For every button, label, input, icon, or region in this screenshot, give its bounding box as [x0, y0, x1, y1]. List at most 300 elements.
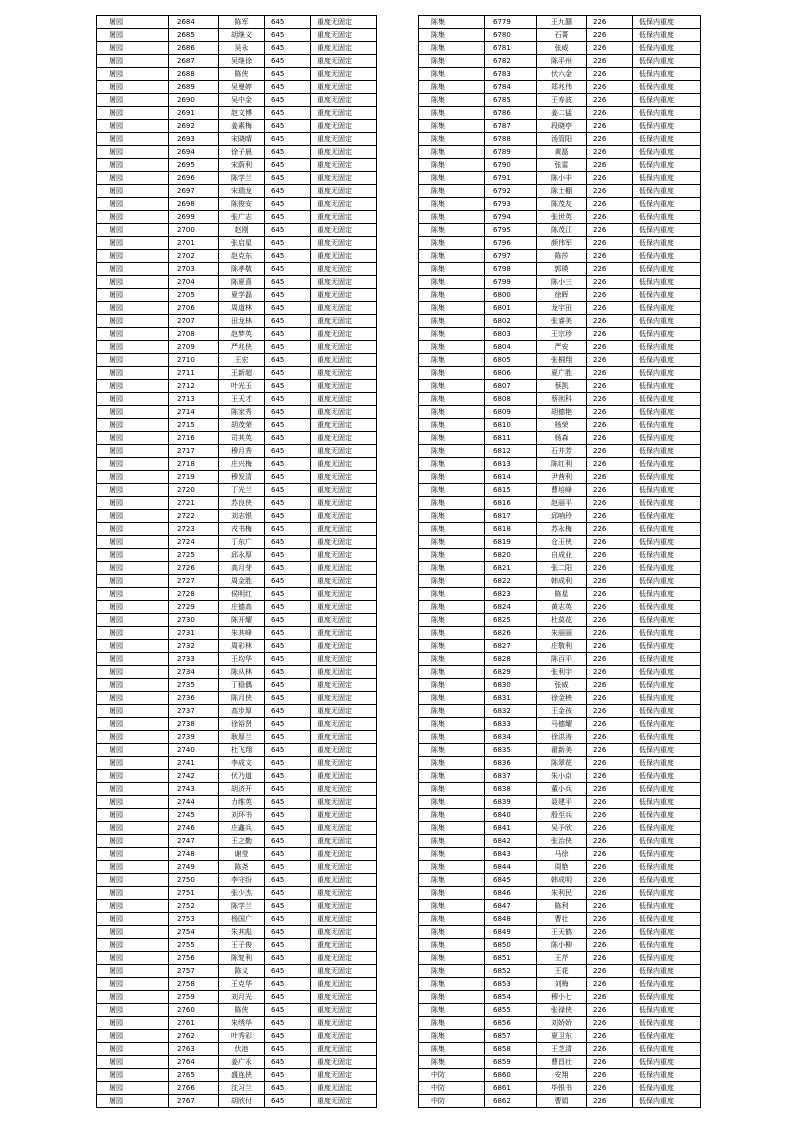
cell-amount: 226 [587, 887, 633, 900]
cell-id: 2705 [169, 289, 219, 302]
cell-amount: 645 [265, 302, 311, 315]
cell-category: 低保内重度 [633, 640, 701, 653]
cell-id: 2697 [169, 185, 219, 198]
cell-id: 2760 [169, 1004, 219, 1017]
cell-id: 2753 [169, 913, 219, 926]
cell-township: 中防 [419, 1082, 485, 1095]
table-row [97, 159, 377, 172]
cell-category: 重度无固定 [311, 315, 377, 328]
cell-category: 重度无固定 [311, 510, 377, 523]
cell-id: 6812 [485, 445, 537, 458]
cell-township: 陈集 [419, 497, 485, 510]
cell-township: 陈集 [419, 965, 485, 978]
table-row [97, 536, 377, 549]
cell-name: 陈学兰 [219, 900, 265, 913]
cell-amount: 226 [587, 614, 633, 627]
cell-amount: 645 [265, 536, 311, 549]
cell-id: 2711 [169, 367, 219, 380]
cell-name: 马德耀 [537, 718, 587, 731]
cell-category: 低保内重度 [633, 653, 701, 666]
cell-id: 6860 [485, 1069, 537, 1082]
cell-amount: 226 [587, 640, 633, 653]
cell-township: 屠园 [97, 107, 169, 120]
cell-category: 低保内重度 [633, 328, 701, 341]
table-row [419, 991, 701, 1004]
cell-township: 屠园 [97, 1004, 169, 1017]
table-row [97, 237, 377, 250]
cell-name: 李守纷 [219, 874, 265, 887]
cell-township: 陈集 [419, 133, 485, 146]
cell-name: 杜飞翔 [219, 744, 265, 757]
right-table-body [419, 16, 701, 1108]
cell-township: 陈集 [419, 744, 485, 757]
cell-name: 汤管阳 [537, 133, 587, 146]
cell-category: 低保内重度 [633, 1017, 701, 1030]
cell-name: 严安 [537, 341, 587, 354]
cell-id: 2741 [169, 757, 219, 770]
cell-category: 重度无固定 [311, 406, 377, 419]
cell-name: 张睿美 [537, 315, 587, 328]
table-row [419, 276, 701, 289]
cell-id: 2761 [169, 1017, 219, 1030]
cell-id: 2765 [169, 1069, 219, 1082]
cell-township: 陈集 [419, 1017, 485, 1030]
cell-id: 6782 [485, 55, 537, 68]
cell-id: 2730 [169, 614, 219, 627]
cell-amount: 226 [587, 120, 633, 133]
cell-township: 陈集 [419, 484, 485, 497]
table-row [97, 822, 377, 835]
cell-township: 陈集 [419, 874, 485, 887]
cell-township: 陈集 [419, 731, 485, 744]
cell-amount: 226 [587, 874, 633, 887]
cell-name: 侯明红 [219, 588, 265, 601]
cell-name: 周艳 [537, 861, 587, 874]
cell-amount: 226 [587, 783, 633, 796]
cell-name: 庄兴梅 [219, 458, 265, 471]
cell-township: 陈集 [419, 432, 485, 445]
cell-category: 低保内重度 [633, 497, 701, 510]
cell-name: 刘环书 [219, 809, 265, 822]
cell-name: 伏六金 [537, 68, 587, 81]
cell-township: 陈集 [419, 718, 485, 731]
cell-category: 低保内重度 [633, 380, 701, 393]
table-row [97, 393, 377, 406]
cell-township: 陈集 [419, 666, 485, 679]
table-row [419, 419, 701, 432]
cell-name: 韩成明 [537, 874, 587, 887]
cell-amount: 645 [265, 367, 311, 380]
cell-id: 6784 [485, 81, 537, 94]
cell-township: 屠园 [97, 861, 169, 874]
cell-amount: 226 [587, 250, 633, 263]
cell-id: 2708 [169, 328, 219, 341]
cell-category: 低保内重度 [633, 835, 701, 848]
cell-amount: 645 [265, 523, 311, 536]
cell-category: 低保内重度 [633, 1043, 701, 1056]
table-row [97, 939, 377, 952]
cell-id: 2728 [169, 588, 219, 601]
cell-township: 陈集 [419, 68, 485, 81]
table-row [97, 887, 377, 900]
cell-category: 低保内重度 [633, 627, 701, 640]
cell-category: 重度无固定 [311, 913, 377, 926]
cell-township: 屠园 [97, 978, 169, 991]
cell-id: 6806 [485, 367, 537, 380]
cell-amount: 645 [265, 666, 311, 679]
cell-township: 屠园 [97, 640, 169, 653]
table-row [419, 588, 701, 601]
table-row [97, 445, 377, 458]
cell-amount: 645 [265, 744, 311, 757]
table-row [97, 601, 377, 614]
cell-id: 2689 [169, 81, 219, 94]
cell-category: 重度无固定 [311, 991, 377, 1004]
cell-name: 夏广胜 [537, 367, 587, 380]
cell-amount: 226 [587, 42, 633, 55]
cell-id: 2687 [169, 55, 219, 68]
cell-amount: 645 [265, 939, 311, 952]
cell-township: 屠园 [97, 809, 169, 822]
cell-category: 低保内重度 [633, 510, 701, 523]
cell-township: 陈集 [419, 640, 485, 653]
cell-name: 黄志英 [537, 601, 587, 614]
cell-township: 屠园 [97, 497, 169, 510]
cell-category: 低保内重度 [633, 107, 701, 120]
cell-amount: 226 [587, 913, 633, 926]
cell-category: 低保内重度 [633, 16, 701, 29]
cell-id: 2754 [169, 926, 219, 939]
cell-township: 屠园 [97, 1082, 169, 1095]
cell-name: 陈平州 [537, 55, 587, 68]
cell-amount: 645 [265, 627, 311, 640]
cell-township: 陈集 [419, 445, 485, 458]
table-row [97, 770, 377, 783]
cell-amount: 645 [265, 250, 311, 263]
cell-name: 丁光兰 [219, 484, 265, 497]
cell-name: 殷至兵 [537, 809, 587, 822]
cell-amount: 645 [265, 42, 311, 55]
table-row [419, 289, 701, 302]
table-row [419, 718, 701, 731]
cell-township: 陈集 [419, 263, 485, 276]
cell-id: 2700 [169, 224, 219, 237]
cell-name: 朱丽丽 [537, 627, 587, 640]
cell-name: 徐晖 [537, 289, 587, 302]
cell-id: 2766 [169, 1082, 219, 1095]
cell-township: 屠园 [97, 770, 169, 783]
table-row [97, 250, 377, 263]
cell-amount: 226 [587, 978, 633, 991]
table-row [97, 510, 377, 523]
cell-category: 重度无固定 [311, 588, 377, 601]
cell-amount: 226 [587, 445, 633, 458]
cell-name: 丁东广 [219, 536, 265, 549]
cell-id: 6856 [485, 1017, 537, 1030]
cell-id: 6795 [485, 224, 537, 237]
cell-township: 陈集 [419, 991, 485, 1004]
cell-category: 低保内重度 [633, 406, 701, 419]
cell-name: 叶光玉 [219, 380, 265, 393]
cell-category: 低保内重度 [633, 848, 701, 861]
cell-amount: 226 [587, 1017, 633, 1030]
cell-id: 2725 [169, 549, 219, 562]
cell-category: 低保内重度 [633, 1095, 701, 1108]
table-row [419, 822, 701, 835]
cell-amount: 645 [265, 159, 311, 172]
cell-amount: 645 [265, 94, 311, 107]
cell-category: 重度无固定 [311, 887, 377, 900]
cell-township: 屠园 [97, 692, 169, 705]
table-row [97, 263, 377, 276]
table-row [97, 1069, 377, 1082]
cell-amount: 645 [265, 315, 311, 328]
cell-amount: 226 [587, 159, 633, 172]
cell-township: 屠园 [97, 250, 169, 263]
cell-amount: 226 [587, 1082, 633, 1095]
cell-name: 力维英 [219, 796, 265, 809]
cell-amount: 645 [265, 380, 311, 393]
cell-name: 韩成利 [537, 575, 587, 588]
cell-township: 陈集 [419, 29, 485, 42]
cell-township: 屠园 [97, 328, 169, 341]
cell-township: 屠园 [97, 471, 169, 484]
cell-amount: 645 [265, 497, 311, 510]
cell-amount: 226 [587, 1030, 633, 1043]
cell-township: 陈集 [419, 549, 485, 562]
cell-name: 陈红利 [537, 458, 587, 471]
cell-name: 姜二猛 [537, 107, 587, 120]
cell-township: 屠园 [97, 731, 169, 744]
cell-name: 陈俊安 [219, 198, 265, 211]
cell-amount: 226 [587, 757, 633, 770]
cell-township: 屠园 [97, 562, 169, 575]
cell-category: 重度无固定 [311, 289, 377, 302]
cell-amount: 226 [587, 679, 633, 692]
cell-amount: 645 [265, 588, 311, 601]
cell-amount: 226 [587, 198, 633, 211]
cell-name: 朱其峰 [219, 627, 265, 640]
cell-id: 6802 [485, 315, 537, 328]
table-row [97, 1082, 377, 1095]
cell-township: 屠园 [97, 991, 169, 1004]
cell-name: 陈利 [537, 900, 587, 913]
cell-name: 龙宇田 [537, 302, 587, 315]
table-row [419, 705, 701, 718]
cell-category: 重度无固定 [311, 744, 377, 757]
cell-township: 屠园 [97, 224, 169, 237]
cell-name: 杨森 [537, 432, 587, 445]
table-row [419, 172, 701, 185]
table-row [97, 549, 377, 562]
table-row [97, 55, 377, 68]
cell-township: 陈集 [419, 796, 485, 809]
cell-id: 6794 [485, 211, 537, 224]
cell-category: 低保内重度 [633, 614, 701, 627]
table-row [419, 185, 701, 198]
cell-category: 低保内重度 [633, 68, 701, 81]
cell-name: 徐洪涛 [537, 731, 587, 744]
cell-category: 低保内重度 [633, 146, 701, 159]
table-row [419, 913, 701, 926]
cell-amount: 226 [587, 224, 633, 237]
cell-township: 陈集 [419, 952, 485, 965]
table-row [419, 666, 701, 679]
cell-township: 屠园 [97, 1056, 169, 1069]
cell-id: 6835 [485, 744, 537, 757]
cell-township: 屠园 [97, 198, 169, 211]
cell-id: 6793 [485, 198, 537, 211]
table-row [419, 107, 701, 120]
cell-township: 屠园 [97, 627, 169, 640]
table-row [97, 523, 377, 536]
cell-amount: 645 [265, 341, 311, 354]
cell-name: 朱绣华 [219, 1017, 265, 1030]
table-row [419, 601, 701, 614]
cell-amount: 645 [265, 1069, 311, 1082]
cell-amount: 226 [587, 146, 633, 159]
cell-amount: 645 [265, 887, 311, 900]
cell-amount: 645 [265, 16, 311, 29]
table-row [97, 640, 377, 653]
cell-id: 6833 [485, 718, 537, 731]
cell-category: 重度无固定 [311, 341, 377, 354]
cell-township: 陈集 [419, 562, 485, 575]
cell-township: 陈集 [419, 146, 485, 159]
table-row [97, 484, 377, 497]
cell-category: 重度无固定 [311, 1069, 377, 1082]
cell-category: 重度无固定 [311, 445, 377, 458]
cell-amount: 226 [587, 900, 633, 913]
cell-name: 王宗珍 [537, 328, 587, 341]
cell-amount: 226 [587, 367, 633, 380]
cell-amount: 645 [265, 198, 311, 211]
cell-id: 2724 [169, 536, 219, 549]
cell-township: 屠园 [97, 367, 169, 380]
table-row [419, 848, 701, 861]
table-row [97, 1004, 377, 1017]
cell-amount: 645 [265, 809, 311, 822]
table-row [419, 471, 701, 484]
cell-township: 屠园 [97, 432, 169, 445]
cell-category: 重度无固定 [311, 939, 377, 952]
cell-township: 屠园 [97, 393, 169, 406]
cell-amount: 226 [587, 276, 633, 289]
cell-id: 2694 [169, 146, 219, 159]
cell-amount: 226 [587, 68, 633, 81]
cell-category: 低保内重度 [633, 354, 701, 367]
cell-category: 重度无固定 [311, 705, 377, 718]
table-row [97, 107, 377, 120]
cell-township: 屠园 [97, 601, 169, 614]
cell-category: 重度无固定 [311, 250, 377, 263]
cell-category: 重度无固定 [311, 679, 377, 692]
table-row [419, 211, 701, 224]
cell-township: 屠园 [97, 848, 169, 861]
cell-id: 2688 [169, 68, 219, 81]
table-row [419, 523, 701, 536]
table-row [419, 458, 701, 471]
cell-id: 6821 [485, 562, 537, 575]
cell-name: 耿厚兰 [219, 731, 265, 744]
cell-id: 6847 [485, 900, 537, 913]
cell-amount: 645 [265, 549, 311, 562]
cell-name: 吴中金 [219, 94, 265, 107]
cell-amount: 226 [587, 263, 633, 276]
cell-id: 6805 [485, 354, 537, 367]
cell-category: 重度无固定 [311, 68, 377, 81]
table-row [97, 276, 377, 289]
table-row [419, 731, 701, 744]
table-row [419, 887, 701, 900]
cell-name: 徐金秧 [537, 692, 587, 705]
cell-category: 低保内重度 [633, 1030, 701, 1043]
cell-id: 6843 [485, 848, 537, 861]
cell-name: 赵刚 [219, 224, 265, 237]
cell-id: 6797 [485, 250, 537, 263]
cell-id: 2744 [169, 796, 219, 809]
cell-id: 6789 [485, 146, 537, 159]
cell-amount: 226 [587, 172, 633, 185]
cell-name: 严兆侠 [219, 341, 265, 354]
cell-name: 周道林 [219, 302, 265, 315]
cell-amount: 226 [587, 458, 633, 471]
cell-id: 6826 [485, 627, 537, 640]
cell-township: 陈集 [419, 237, 485, 250]
cell-name: 高月芽 [219, 562, 265, 575]
table-row [97, 731, 377, 744]
cell-township: 屠园 [97, 42, 169, 55]
cell-id: 2738 [169, 718, 219, 731]
table-row [97, 796, 377, 809]
cell-name: 王天鹤 [537, 926, 587, 939]
table-row [97, 575, 377, 588]
cell-id: 2737 [169, 705, 219, 718]
cell-id: 2726 [169, 562, 219, 575]
cell-category: 重度无固定 [311, 393, 377, 406]
cell-category: 重度无固定 [311, 601, 377, 614]
cell-id: 2743 [169, 783, 219, 796]
cell-name: 陈小柳 [537, 939, 587, 952]
cell-id: 6796 [485, 237, 537, 250]
cell-township: 屠园 [97, 1095, 169, 1108]
cell-township: 陈集 [419, 510, 485, 523]
cell-amount: 226 [587, 549, 633, 562]
cell-name: 蔡则科 [537, 393, 587, 406]
cell-id: 2747 [169, 835, 219, 848]
cell-name: 翟新美 [537, 744, 587, 757]
cell-category: 重度无固定 [311, 16, 377, 29]
cell-township: 屠园 [97, 757, 169, 770]
cell-township: 陈集 [419, 627, 485, 640]
cell-township: 屠园 [97, 614, 169, 627]
table-row [97, 809, 377, 822]
cell-category: 重度无固定 [311, 692, 377, 705]
cell-id: 6834 [485, 731, 537, 744]
cell-amount: 226 [587, 926, 633, 939]
cell-name: 王之勤 [219, 835, 265, 848]
cell-category: 低保内重度 [633, 757, 701, 770]
cell-category: 低保内重度 [633, 822, 701, 835]
cell-id: 2745 [169, 809, 219, 822]
cell-amount: 226 [587, 354, 633, 367]
cell-name: 张雷 [537, 159, 587, 172]
table-row [97, 978, 377, 991]
cell-township: 陈集 [419, 809, 485, 822]
cell-amount: 645 [265, 900, 311, 913]
cell-name: 穆月秀 [219, 445, 265, 458]
cell-amount: 645 [265, 107, 311, 120]
